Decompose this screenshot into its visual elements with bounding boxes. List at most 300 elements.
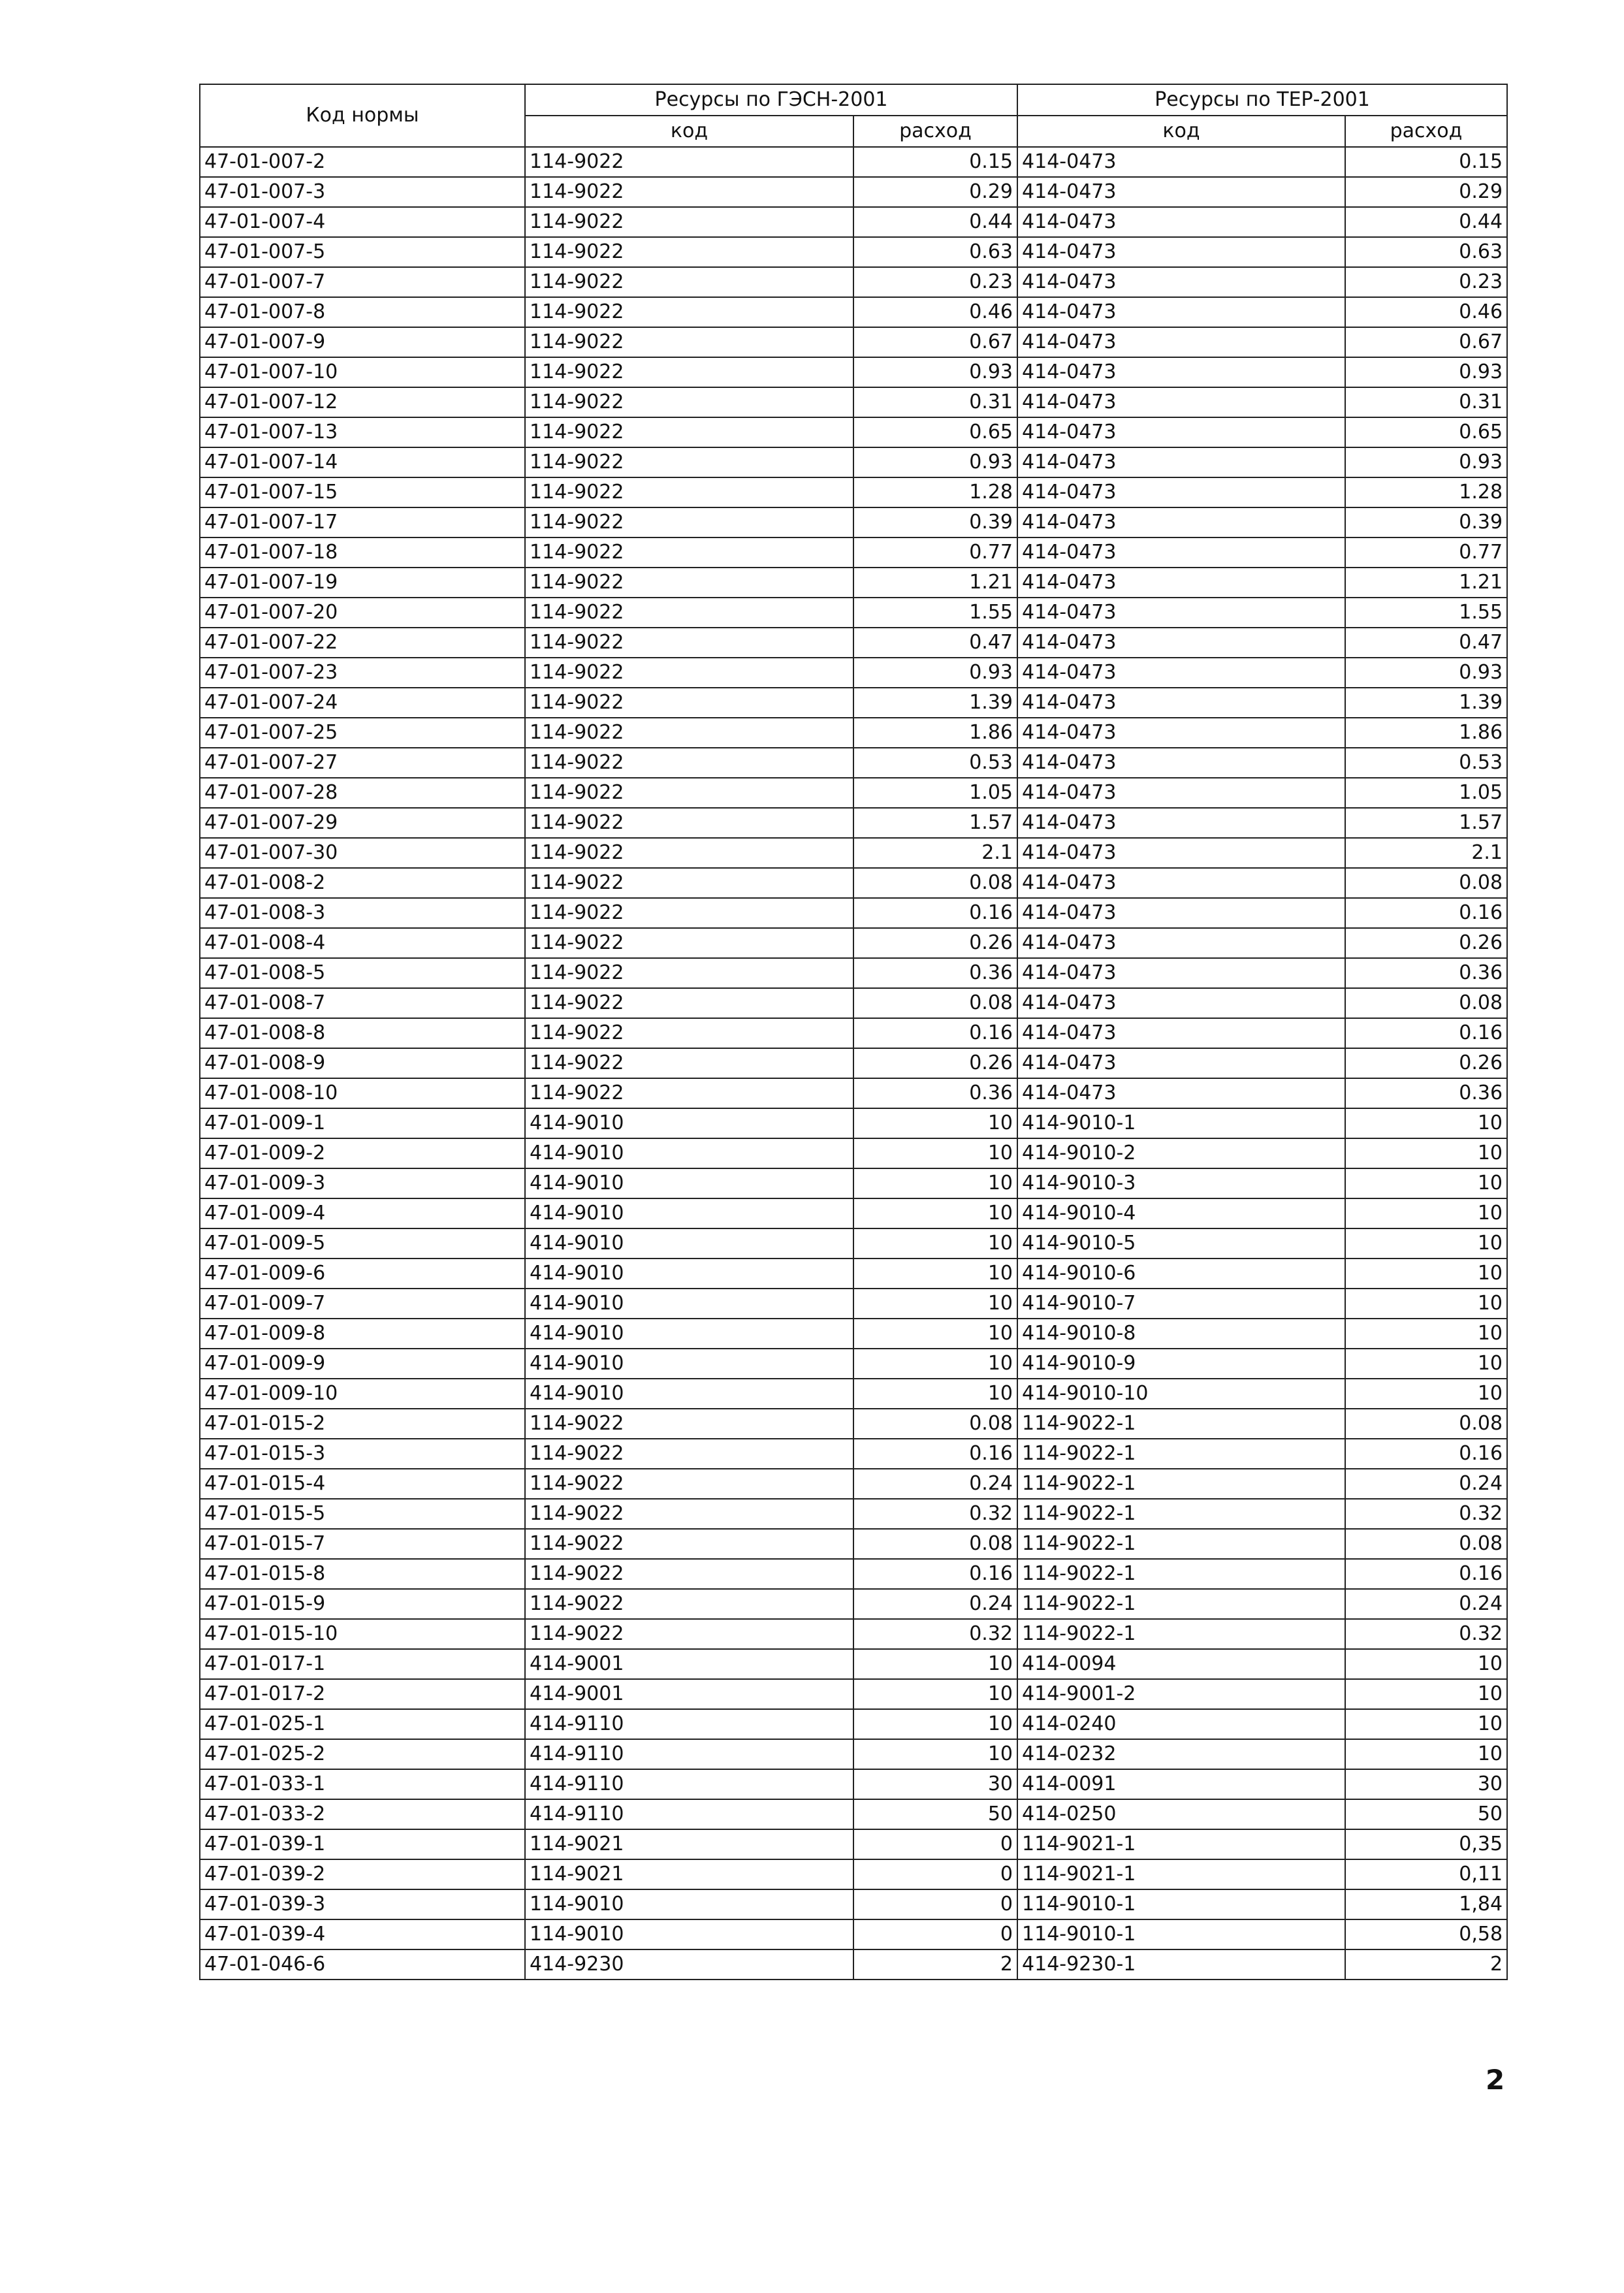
ter-code-cell: 414-9010-7 [1017,1289,1345,1319]
gesn-consumption-cell: 10 [853,1709,1017,1739]
table-row [200,327,1507,357]
ter-code-cell: 414-9001-2 [1017,1679,1345,1709]
ter-consumption-cell: 0.08 [1345,1409,1507,1439]
table-row [200,1799,1507,1829]
norm-code-cell: 47-01-009-9 [200,1349,525,1379]
norm-code-cell: 47-01-008-4 [200,928,525,958]
table-row [200,1889,1507,1919]
gesn-consumption-cell: 0.93 [853,357,1017,387]
gesn-code-cell: 114-9022 [525,237,853,267]
ter-consumption-cell: 1.39 [1345,688,1507,718]
table-row [200,1138,1507,1168]
norm-code-cell: 47-01-008-3 [200,898,525,928]
gesn-consumption-cell: 1.05 [853,778,1017,808]
norm-code-cell: 47-01-007-29 [200,808,525,838]
gesn-consumption-cell: 0.16 [853,1559,1017,1589]
table-row [200,1018,1507,1048]
ter-consumption-cell: 0.26 [1345,1048,1507,1078]
ter-consumption-cell: 10 [1345,1168,1507,1198]
table-row [200,628,1507,658]
ter-code-cell: 414-0232 [1017,1739,1345,1769]
norm-code-cell: 47-01-015-5 [200,1499,525,1529]
ter-code-cell: 114-9022-1 [1017,1619,1345,1649]
ter-code-cell: 114-9022-1 [1017,1589,1345,1619]
gesn-code-cell: 114-9022 [525,1589,853,1619]
ter-consumption-cell: 0.36 [1345,1078,1507,1108]
table-row [200,387,1507,417]
gesn-consumption-cell: 0.93 [853,447,1017,477]
gesn-code-cell: 114-9022 [525,1439,853,1469]
table-row [200,688,1507,718]
gesn-consumption-cell: 10 [853,1649,1017,1679]
gesn-consumption-cell: 0.16 [853,1439,1017,1469]
norm-code-cell: 47-01-046-6 [200,1949,525,1980]
gesn-consumption-cell: 10 [853,1739,1017,1769]
gesn-consumption-cell: 0.36 [853,1078,1017,1108]
gesn-consumption-cell: 0.47 [853,628,1017,658]
ter-consumption-cell: 0.31 [1345,387,1507,417]
norm-code-cell: 47-01-015-10 [200,1619,525,1649]
gesn-consumption-cell: 1.21 [853,568,1017,598]
table-row [200,297,1507,327]
norm-code-cell: 47-01-009-7 [200,1289,525,1319]
norm-code-cell: 47-01-007-27 [200,748,525,778]
ter-consumption-cell: 0.53 [1345,748,1507,778]
header-gesn-code: код [525,116,853,147]
norm-code-cell: 47-01-007-7 [200,267,525,297]
ter-consumption-cell: 1.86 [1345,718,1507,748]
norm-code-cell: 47-01-033-2 [200,1799,525,1829]
resource-table-sheet [199,84,1506,1980]
norm-code-cell: 47-01-008-9 [200,1048,525,1078]
gesn-code-cell: 114-9022 [525,928,853,958]
ter-code-cell: 414-9010-6 [1017,1259,1345,1289]
ter-code-cell: 414-9010-9 [1017,1349,1345,1379]
norm-code-cell: 47-01-039-2 [200,1859,525,1889]
ter-code-cell: 414-0473 [1017,447,1345,477]
table-row [200,1949,1507,1980]
ter-consumption-cell: 1.05 [1345,778,1507,808]
gesn-consumption-cell: 0.32 [853,1619,1017,1649]
ter-code-cell: 414-0473 [1017,1048,1345,1078]
ter-consumption-cell: 0.93 [1345,447,1507,477]
gesn-code-cell: 114-9022 [525,447,853,477]
ter-consumption-cell: 10 [1345,1198,1507,1228]
ter-code-cell: 114-9022-1 [1017,1439,1345,1469]
ter-code-cell: 414-0473 [1017,1078,1345,1108]
header-gesn-consumption: расход [853,116,1017,147]
ter-code-cell: 414-0473 [1017,568,1345,598]
ter-consumption-cell: 0.08 [1345,988,1507,1018]
gesn-code-cell: 114-9022 [525,507,853,537]
ter-consumption-cell: 0.08 [1345,868,1507,898]
gesn-code-cell: 114-9022 [525,718,853,748]
gesn-consumption-cell: 0.39 [853,507,1017,537]
table-row [200,658,1507,688]
gesn-consumption-cell: 0.46 [853,297,1017,327]
gesn-code-cell: 114-9022 [525,658,853,688]
norm-code-cell: 47-01-009-10 [200,1379,525,1409]
norm-code-cell: 47-01-007-13 [200,417,525,447]
ter-code-cell: 414-0473 [1017,838,1345,868]
norm-code-cell: 47-01-007-17 [200,507,525,537]
gesn-code-cell: 114-9022 [525,1409,853,1439]
ter-code-cell: 414-0473 [1017,267,1345,297]
gesn-code-cell: 414-9001 [525,1649,853,1679]
gesn-consumption-cell: 0.32 [853,1499,1017,1529]
ter-code-cell: 414-9010-5 [1017,1228,1345,1259]
gesn-code-cell: 114-9022 [525,1559,853,1589]
gesn-consumption-cell: 1.57 [853,808,1017,838]
ter-consumption-cell: 1,84 [1345,1889,1507,1919]
gesn-code-cell: 114-9022 [525,1499,853,1529]
ter-consumption-cell: 0.39 [1345,507,1507,537]
gesn-code-cell: 414-9010 [525,1289,853,1319]
norm-code-cell: 47-01-009-3 [200,1168,525,1198]
table-row [200,1559,1507,1589]
gesn-consumption-cell: 10 [853,1259,1017,1289]
gesn-consumption-cell: 0.15 [853,147,1017,177]
ter-code-cell: 414-0473 [1017,868,1345,898]
ter-code-cell: 414-9010-8 [1017,1319,1345,1349]
ter-code-cell: 114-9021-1 [1017,1829,1345,1859]
norm-code-cell: 47-01-007-24 [200,688,525,718]
ter-code-cell: 414-0473 [1017,537,1345,568]
gesn-code-cell: 114-9022 [525,838,853,868]
ter-consumption-cell: 10 [1345,1739,1507,1769]
gesn-consumption-cell: 10 [853,1289,1017,1319]
table-row [200,1589,1507,1619]
table-row [200,1679,1507,1709]
ter-consumption-cell: 0.93 [1345,658,1507,688]
ter-code-cell: 414-0473 [1017,177,1345,207]
page-number: 2 [1486,2064,1505,2096]
norm-code-cell: 47-01-007-12 [200,387,525,417]
ter-code-cell: 414-0473 [1017,387,1345,417]
ter-code-cell: 114-9022-1 [1017,1559,1345,1589]
gesn-consumption-cell: 10 [853,1198,1017,1228]
ter-consumption-cell: 10 [1345,1289,1507,1319]
header-ter-consumption: расход [1345,116,1507,147]
table-row [200,1168,1507,1198]
norm-code-cell: 47-01-009-2 [200,1138,525,1168]
table-row [200,1349,1507,1379]
ter-code-cell: 414-0473 [1017,748,1345,778]
gesn-consumption-cell: 0.26 [853,1048,1017,1078]
ter-code-cell: 414-0473 [1017,147,1345,177]
gesn-code-cell: 114-9022 [525,357,853,387]
gesn-consumption-cell: 0 [853,1829,1017,1859]
gesn-consumption-cell: 0.67 [853,327,1017,357]
table-row [200,928,1507,958]
gesn-consumption-cell: 10 [853,1228,1017,1259]
norm-code-cell: 47-01-007-8 [200,297,525,327]
gesn-code-cell: 114-9022 [525,958,853,988]
ter-code-cell: 414-0473 [1017,477,1345,507]
gesn-code-cell: 114-9022 [525,778,853,808]
ter-code-cell: 114-9010-1 [1017,1889,1345,1919]
ter-consumption-cell: 1.55 [1345,598,1507,628]
norm-code-cell: 47-01-007-2 [200,147,525,177]
gesn-code-cell: 114-9022 [525,477,853,507]
header-ter-code: код [1017,116,1345,147]
ter-consumption-cell: 0.63 [1345,237,1507,267]
gesn-code-cell: 114-9022 [525,1529,853,1559]
gesn-consumption-cell: 10 [853,1319,1017,1349]
gesn-code-cell: 114-9022 [525,267,853,297]
gesn-consumption-cell: 0 [853,1889,1017,1919]
gesn-code-cell: 414-9001 [525,1679,853,1709]
ter-consumption-cell: 10 [1345,1649,1507,1679]
table-row [200,147,1507,177]
norm-code-cell: 47-01-007-14 [200,447,525,477]
table-row [200,1379,1507,1409]
norm-code-cell: 47-01-015-3 [200,1439,525,1469]
ter-code-cell: 414-0473 [1017,808,1345,838]
ter-consumption-cell: 10 [1345,1319,1507,1349]
table-row [200,1198,1507,1228]
gesn-code-cell: 114-9022 [525,207,853,237]
ter-code-cell: 414-9010-1 [1017,1108,1345,1138]
header-norm-code: Код нормы [200,84,525,147]
gesn-code-cell: 114-9022 [525,327,853,357]
ter-code-cell: 414-0091 [1017,1769,1345,1799]
ter-consumption-cell: 0.36 [1345,958,1507,988]
norm-code-cell: 47-01-007-15 [200,477,525,507]
norm-code-cell: 47-01-015-9 [200,1589,525,1619]
ter-code-cell: 414-0473 [1017,327,1345,357]
table-row [200,1859,1507,1889]
gesn-code-cell: 114-9022 [525,808,853,838]
table-row [200,1409,1507,1439]
gesn-code-cell: 114-9022 [525,628,853,658]
gesn-code-cell: 114-9022 [525,868,853,898]
gesn-code-cell: 114-9022 [525,898,853,928]
ter-code-cell: 114-9010-1 [1017,1919,1345,1949]
table-row [200,958,1507,988]
gesn-consumption-cell: 0.36 [853,958,1017,988]
ter-consumption-cell: 0.44 [1345,207,1507,237]
table-row [200,1919,1507,1949]
ter-code-cell: 114-9021-1 [1017,1859,1345,1889]
ter-code-cell: 414-9010-3 [1017,1168,1345,1198]
gesn-consumption-cell: 0.26 [853,928,1017,958]
table-row [200,868,1507,898]
table-row [200,417,1507,447]
ter-consumption-cell: 1.21 [1345,568,1507,598]
gesn-consumption-cell: 1.39 [853,688,1017,718]
gesn-code-cell: 114-9022 [525,748,853,778]
norm-code-cell: 47-01-008-7 [200,988,525,1018]
gesn-code-cell: 114-9022 [525,1469,853,1499]
gesn-code-cell: 114-9022 [525,988,853,1018]
norm-code-cell: 47-01-007-30 [200,838,525,868]
table-row [200,1709,1507,1739]
gesn-code-cell: 114-9022 [525,297,853,327]
table-row [200,1829,1507,1859]
table-row [200,1228,1507,1259]
gesn-code-cell: 114-9021 [525,1859,853,1889]
gesn-consumption-cell: 0.24 [853,1589,1017,1619]
table-row [200,357,1507,387]
ter-consumption-cell: 0.15 [1345,147,1507,177]
gesn-code-cell: 414-9110 [525,1799,853,1829]
table-row [200,177,1507,207]
ter-consumption-cell: 0.93 [1345,357,1507,387]
norm-code-cell: 47-01-015-2 [200,1409,525,1439]
ter-code-cell: 414-0473 [1017,297,1345,327]
ter-consumption-cell: 30 [1345,1769,1507,1799]
norm-code-cell: 47-01-007-22 [200,628,525,658]
gesn-consumption-cell: 0.29 [853,177,1017,207]
ter-code-cell: 414-0473 [1017,928,1345,958]
table-row [200,207,1507,237]
ter-consumption-cell: 10 [1345,1259,1507,1289]
gesn-consumption-cell: 0.08 [853,988,1017,1018]
resource-mapping-table [199,84,1508,1980]
table-row [200,1499,1507,1529]
norm-code-cell: 47-01-017-1 [200,1649,525,1679]
gesn-code-cell: 414-9010 [525,1138,853,1168]
norm-code-cell: 47-01-017-2 [200,1679,525,1709]
gesn-consumption-cell: 10 [853,1349,1017,1379]
gesn-code-cell: 114-9022 [525,387,853,417]
norm-code-cell: 47-01-009-8 [200,1319,525,1349]
ter-consumption-cell: 0.16 [1345,898,1507,928]
gesn-code-cell: 114-9022 [525,537,853,568]
gesn-code-cell: 414-9010 [525,1108,853,1138]
ter-code-cell: 114-9022-1 [1017,1469,1345,1499]
ter-code-cell: 414-0240 [1017,1709,1345,1739]
ter-consumption-cell: 0.26 [1345,928,1507,958]
ter-code-cell: 414-9010-10 [1017,1379,1345,1409]
norm-code-cell: 47-01-039-1 [200,1829,525,1859]
norm-code-cell: 47-01-039-4 [200,1919,525,1949]
gesn-code-cell: 114-9022 [525,1619,853,1649]
norm-code-cell: 47-01-009-6 [200,1259,525,1289]
ter-code-cell: 114-9022-1 [1017,1529,1345,1559]
norm-code-cell: 47-01-007-9 [200,327,525,357]
ter-code-cell: 414-0250 [1017,1799,1345,1829]
ter-consumption-cell: 10 [1345,1709,1507,1739]
ter-consumption-cell: 0.16 [1345,1439,1507,1469]
gesn-code-cell: 414-9110 [525,1739,853,1769]
table-row [200,748,1507,778]
ter-code-cell: 414-0473 [1017,237,1345,267]
table-row [200,988,1507,1018]
ter-consumption-cell: 0.16 [1345,1559,1507,1589]
gesn-code-cell: 114-9022 [525,1078,853,1108]
table-row [200,507,1507,537]
ter-consumption-cell: 1.28 [1345,477,1507,507]
norm-code-cell: 47-01-007-19 [200,568,525,598]
norm-code-cell: 47-01-015-7 [200,1529,525,1559]
gesn-code-cell: 114-9022 [525,417,853,447]
table-row [200,898,1507,928]
norm-code-cell: 47-01-007-10 [200,357,525,387]
norm-code-cell: 47-01-009-5 [200,1228,525,1259]
norm-code-cell: 47-01-007-5 [200,237,525,267]
gesn-code-cell: 114-9022 [525,1048,853,1078]
table-row [200,568,1507,598]
gesn-code-cell: 114-9022 [525,568,853,598]
ter-consumption-cell: 0.47 [1345,628,1507,658]
table-row [200,267,1507,297]
table-row [200,1439,1507,1469]
ter-code-cell: 414-0473 [1017,988,1345,1018]
gesn-consumption-cell: 0.08 [853,868,1017,898]
table-row [200,838,1507,868]
ter-consumption-cell: 10 [1345,1108,1507,1138]
table-row [200,1289,1507,1319]
ter-code-cell: 114-9022-1 [1017,1409,1345,1439]
gesn-code-cell: 114-9022 [525,1018,853,1048]
gesn-consumption-cell: 2.1 [853,838,1017,868]
table-body [200,147,1507,1980]
table-row [200,237,1507,267]
ter-code-cell: 414-0473 [1017,1018,1345,1048]
table-row [200,1108,1507,1138]
gesn-consumption-cell: 0.63 [853,237,1017,267]
table-row [200,1319,1507,1349]
norm-code-cell: 47-01-007-23 [200,658,525,688]
table-row [200,477,1507,507]
header-ter-resources: Ресурсы по ТЕР-2001 [1017,84,1507,116]
table-row [200,1078,1507,1108]
ter-code-cell: 414-0473 [1017,718,1345,748]
gesn-code-cell: 414-9110 [525,1709,853,1739]
ter-code-cell: 414-0473 [1017,598,1345,628]
gesn-code-cell: 414-9010 [525,1259,853,1289]
norm-code-cell: 47-01-007-25 [200,718,525,748]
gesn-consumption-cell: 1.55 [853,598,1017,628]
ter-consumption-cell: 0.32 [1345,1499,1507,1529]
gesn-consumption-cell: 0.77 [853,537,1017,568]
ter-code-cell: 414-0094 [1017,1649,1345,1679]
gesn-consumption-cell: 0.65 [853,417,1017,447]
norm-code-cell: 47-01-007-4 [200,207,525,237]
gesn-consumption-cell: 10 [853,1379,1017,1409]
table-row [200,808,1507,838]
ter-consumption-cell: 0.23 [1345,267,1507,297]
gesn-code-cell: 114-9010 [525,1889,853,1919]
ter-consumption-cell: 1.57 [1345,808,1507,838]
ter-code-cell: 114-9022-1 [1017,1499,1345,1529]
ter-consumption-cell: 0.77 [1345,537,1507,568]
ter-consumption-cell: 0.24 [1345,1589,1507,1619]
ter-consumption-cell: 10 [1345,1138,1507,1168]
gesn-consumption-cell: 0.08 [853,1529,1017,1559]
gesn-code-cell: 414-9010 [525,1228,853,1259]
gesn-consumption-cell: 0.23 [853,267,1017,297]
gesn-consumption-cell: 0 [853,1919,1017,1949]
norm-code-cell: 47-01-008-5 [200,958,525,988]
ter-code-cell: 414-9010-4 [1017,1198,1345,1228]
norm-code-cell: 47-01-008-8 [200,1018,525,1048]
norm-code-cell: 47-01-007-18 [200,537,525,568]
norm-code-cell: 47-01-025-2 [200,1739,525,1769]
ter-code-cell: 414-0473 [1017,778,1345,808]
ter-code-cell: 414-9230-1 [1017,1949,1345,1980]
gesn-consumption-cell: 30 [853,1769,1017,1799]
ter-code-cell: 414-0473 [1017,628,1345,658]
ter-consumption-cell: 0,35 [1345,1829,1507,1859]
table-header [200,84,1507,147]
table-row [200,447,1507,477]
norm-code-cell: 47-01-009-1 [200,1108,525,1138]
gesn-code-cell: 114-9022 [525,147,853,177]
gesn-code-cell: 414-9010 [525,1319,853,1349]
